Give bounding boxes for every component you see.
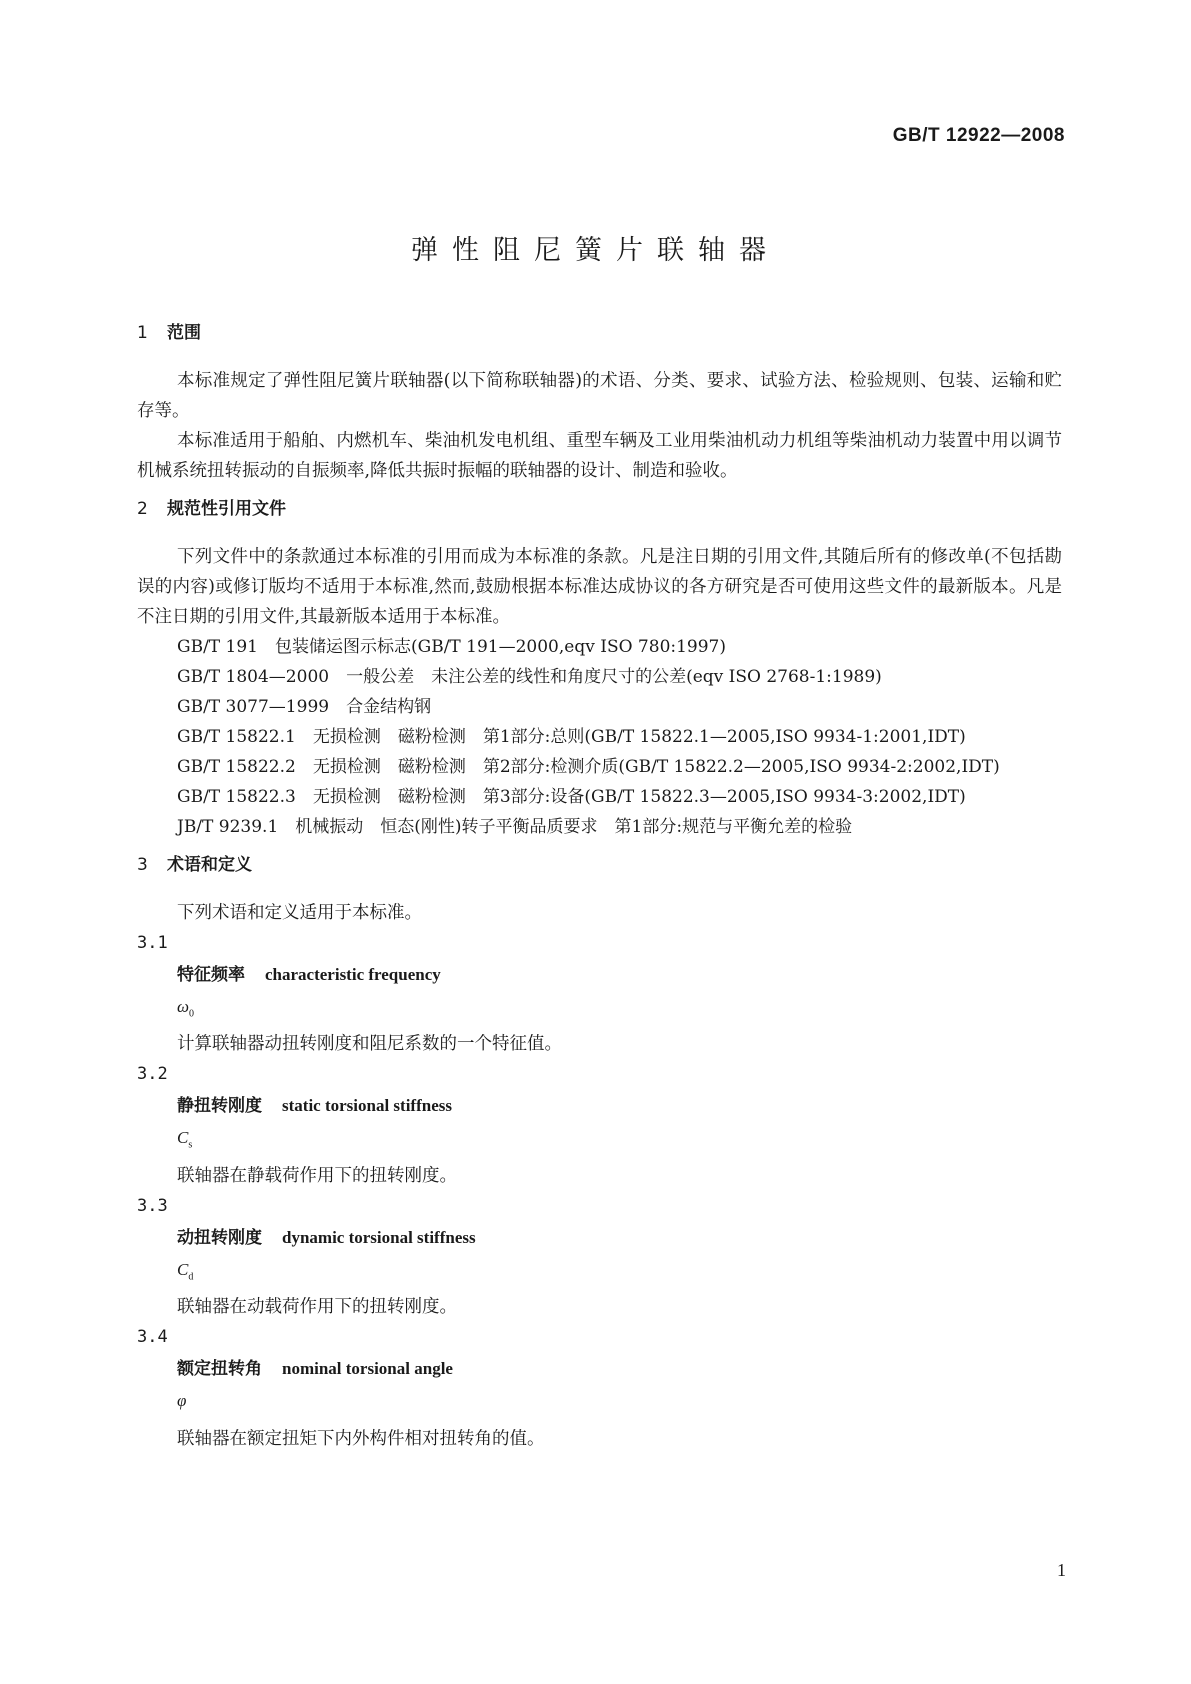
scope-paragraph-1: 本标准规定了弹性阻尼簧片联轴器(以下简称联轴器)的术语、分类、要求、试验方法、检验规则、包装、运输和贮存等。: [137, 371, 1062, 421]
reference-item: GB/T 15822.1 无损检测 磁粉检测 第1部分:总则(GB/T 15822.1—2005,ISO 9934-1:2001,IDT): [177, 727, 966, 747]
reference-item: GB/T 191 包装储运图示标志(GB/T 191—2000,eqv ISO 780:1997): [177, 637, 727, 657]
term-entry: [137, 1059, 1062, 1190]
term-definition: 计算联轴器动扭转刚度和阻尼系数的一个特征值。: [177, 1034, 562, 1055]
reference-item: GB/T 15822.2 无损检测 磁粉检测 第2部分:检测介质(GB/T 15822.2—2005,ISO 9934-2:2002,IDT): [177, 757, 1000, 777]
term-number: 3.2: [137, 1064, 168, 1085]
section-heading-references: 2 规范性引用文件: [137, 499, 286, 519]
term-heading: 静扭转刚度 static torsional stiffness: [177, 1096, 452, 1117]
term-definition: 联轴器在动载荷作用下的扭转刚度。: [177, 1297, 457, 1318]
term-heading: 额定扭转角 nominal torsional angle: [177, 1359, 453, 1380]
term-definition: 联轴器在额定扭矩下内外构件相对扭转角的值。: [177, 1428, 545, 1449]
references-intro: 下列文件中的条款通过本标准的引用而成为本标准的条款。凡是注日期的引用文件,其随后所有的修改单(不包括勘误的内容)或修订版均不适用于本标准,然而,鼓励根据本标准达成协议的各方研究是否可使用这些文件的最新版本。凡是不注日期的引用文件,其最新版本适用于本标准。: [137, 547, 1062, 627]
terms-intro: 下列术语和定义适用于本标准。: [177, 903, 422, 923]
term-entry: [137, 928, 1062, 1059]
reference-item: GB/T 15822.3 无损检测 磁粉检测 第3部分:设备(GB/T 15822.3—2005,ISO 9934-3:2002,IDT): [177, 787, 966, 807]
term-number: 3.1: [137, 933, 168, 953]
term-symbol: $C_s$: [177, 1128, 193, 1151]
term-definition: 联轴器在静载荷作用下的扭转刚度。: [177, 1165, 457, 1186]
term-symbol: $C_d$: [177, 1259, 194, 1283]
term-heading: 特征频率 characteristic frequency: [177, 965, 441, 985]
document-title: 弹性阻尼簧片联轴器: [411, 235, 780, 266]
term-number: 3.4: [137, 1327, 168, 1348]
section-heading-scope: 1 范围: [137, 323, 201, 343]
reference-item: GB/T 1804—2000 一般公差 未注公差的线性和角度尺寸的公差(eqv ISO 2768-1:1989): [177, 667, 882, 687]
page-number: 1: [1057, 1560, 1066, 1580]
scope-paragraph-2: 本标准适用于船舶、内燃机车、柴油机发电机组、重型车辆及工业用柴油机动力机组等柴油机动力装置中用以调节机械系统扭转振动的自振频率,降低共振时振幅的联轴器的设计、制造和验收。: [137, 431, 1062, 481]
term-entry: [137, 1322, 1062, 1453]
term-symbol: $\omega_0$: [177, 997, 195, 1020]
term-heading: 动扭转刚度 dynamic torsional stiffness: [177, 1227, 476, 1248]
reference-item: JB/T 9239.1 机械振动 恒态(刚性)转子平衡品质要求 第1部分:规范与平衡允差的检验: [177, 817, 853, 837]
term-number: 3.3: [137, 1195, 168, 1216]
document-body: [137, 320, 1062, 1454]
reference-item: GB/T 3077—1999 合金结构钢: [177, 697, 432, 717]
standard-code: GB/T 12922—2008: [892, 125, 1065, 146]
section-heading-terms: 3 术语和定义: [137, 855, 252, 875]
term-symbol: φ: [177, 1391, 187, 1411]
term-entry: [137, 1191, 1062, 1322]
